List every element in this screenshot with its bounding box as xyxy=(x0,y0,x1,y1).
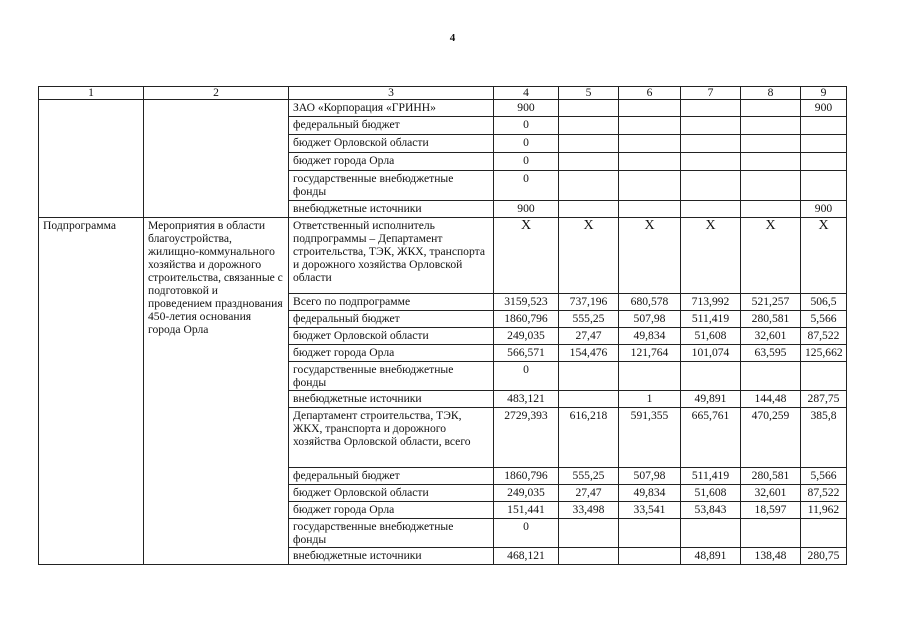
value-cell: 33,541 xyxy=(619,502,681,519)
value-cell: Х xyxy=(801,218,847,294)
value-cell: 151,441 xyxy=(494,502,559,519)
value-cell: 287,75 xyxy=(801,391,847,408)
value-cell: 0 xyxy=(494,362,559,391)
value-cell: 900 xyxy=(801,100,847,117)
value-cell xyxy=(559,201,619,218)
value-cell: 511,419 xyxy=(681,468,741,485)
table-row xyxy=(39,100,847,117)
value-cell: 470,259 xyxy=(741,408,801,468)
row-label: бюджет города Орла xyxy=(289,153,494,171)
value-cell: 280,75 xyxy=(801,548,847,565)
header-cell: 1 xyxy=(39,87,144,100)
row-label: бюджет Орловской области xyxy=(289,328,494,345)
value-cell: 249,035 xyxy=(494,485,559,502)
header-cell: 9 xyxy=(801,87,847,100)
value-cell: 154,476 xyxy=(559,345,619,362)
value-cell: 0 xyxy=(494,135,559,153)
value-cell xyxy=(801,135,847,153)
table-body xyxy=(39,87,847,565)
value-cell: 0 xyxy=(494,519,559,548)
row-label: внебюджетные источники xyxy=(289,201,494,218)
value-cell: 0 xyxy=(494,153,559,171)
value-cell: 32,601 xyxy=(741,328,801,345)
row-label: бюджет города Орла xyxy=(289,345,494,362)
subprogram-label: Подпрограмма xyxy=(39,218,144,565)
value-cell xyxy=(619,201,681,218)
value-cell: 591,355 xyxy=(619,408,681,468)
value-cell: 468,121 xyxy=(494,548,559,565)
value-cell xyxy=(681,171,741,201)
value-cell: 121,764 xyxy=(619,345,681,362)
value-cell: 900 xyxy=(801,201,847,218)
value-cell: 0 xyxy=(494,171,559,201)
value-cell: 1 xyxy=(619,391,681,408)
value-cell: 1860,796 xyxy=(494,468,559,485)
value-cell xyxy=(619,548,681,565)
value-cell xyxy=(801,519,847,548)
value-cell xyxy=(619,117,681,135)
value-cell: 101,074 xyxy=(681,345,741,362)
header-cell: 4 xyxy=(494,87,559,100)
row-label: бюджет Орловской области xyxy=(289,135,494,153)
row-label: государственные внебюджетные фонды xyxy=(289,519,494,548)
value-cell: 49,891 xyxy=(681,391,741,408)
value-cell xyxy=(741,135,801,153)
value-cell: Х xyxy=(619,218,681,294)
value-cell: 18,597 xyxy=(741,502,801,519)
header-cell: 5 xyxy=(559,87,619,100)
value-cell: 87,522 xyxy=(801,328,847,345)
header-cell: 7 xyxy=(681,87,741,100)
value-cell: 138,48 xyxy=(741,548,801,565)
value-cell: 0 xyxy=(494,117,559,135)
funding-table xyxy=(38,86,847,565)
value-cell: 33,498 xyxy=(559,502,619,519)
value-cell: 280,581 xyxy=(741,311,801,328)
value-cell: Х xyxy=(559,218,619,294)
table-row xyxy=(39,218,847,294)
value-cell xyxy=(681,100,741,117)
value-cell: 32,601 xyxy=(741,485,801,502)
value-cell: 483,121 xyxy=(494,391,559,408)
value-cell xyxy=(559,519,619,548)
value-cell xyxy=(741,519,801,548)
value-cell: 5,566 xyxy=(801,468,847,485)
value-cell xyxy=(619,362,681,391)
value-cell: 280,581 xyxy=(741,468,801,485)
value-cell xyxy=(559,100,619,117)
value-cell xyxy=(559,362,619,391)
header-row xyxy=(39,87,847,100)
value-cell xyxy=(559,391,619,408)
value-cell: Х xyxy=(494,218,559,294)
value-cell: 680,578 xyxy=(619,294,681,311)
value-cell xyxy=(741,117,801,135)
value-cell: 51,608 xyxy=(681,485,741,502)
row-label: федеральный бюджет xyxy=(289,311,494,328)
value-cell: 507,98 xyxy=(619,311,681,328)
value-cell xyxy=(619,171,681,201)
row-label: внебюджетные источники xyxy=(289,391,494,408)
value-cell xyxy=(619,135,681,153)
value-cell: 737,196 xyxy=(559,294,619,311)
value-cell xyxy=(681,135,741,153)
value-cell xyxy=(619,519,681,548)
value-cell xyxy=(801,117,847,135)
value-cell xyxy=(559,117,619,135)
value-cell: 27,47 xyxy=(559,328,619,345)
row-label: Департамент строительства, ТЭК, ЖКХ, транспорта и дорожного хозяйства Орловской области, всего xyxy=(289,408,494,468)
value-cell: 713,992 xyxy=(681,294,741,311)
value-cell: 144,48 xyxy=(741,391,801,408)
value-cell: 507,98 xyxy=(619,468,681,485)
value-cell xyxy=(681,153,741,171)
value-cell: 555,25 xyxy=(559,468,619,485)
value-cell xyxy=(681,201,741,218)
value-cell: 616,218 xyxy=(559,408,619,468)
value-cell: 49,834 xyxy=(619,328,681,345)
value-cell xyxy=(801,153,847,171)
value-cell: 27,47 xyxy=(559,485,619,502)
page-number: 4 xyxy=(449,32,456,44)
value-cell xyxy=(741,171,801,201)
row-label: государственные внебюджетные фонды xyxy=(289,171,494,201)
value-cell xyxy=(801,362,847,391)
value-cell xyxy=(681,117,741,135)
value-cell: Х xyxy=(741,218,801,294)
value-cell: 506,5 xyxy=(801,294,847,311)
value-cell: 5,566 xyxy=(801,311,847,328)
value-cell: 51,608 xyxy=(681,328,741,345)
value-cell: 11,962 xyxy=(801,502,847,519)
value-cell xyxy=(741,362,801,391)
value-cell xyxy=(801,171,847,201)
value-cell: 48,891 xyxy=(681,548,741,565)
value-cell xyxy=(559,135,619,153)
value-cell: 1860,796 xyxy=(494,311,559,328)
row-label: внебюджетные источники xyxy=(289,548,494,565)
value-cell: 125,662 xyxy=(801,345,847,362)
row-label: государственные внебюджетные фонды xyxy=(289,362,494,391)
row-label: федеральный бюджет xyxy=(289,117,494,135)
row-label: федеральный бюджет xyxy=(289,468,494,485)
value-cell: 87,522 xyxy=(801,485,847,502)
value-cell: 3159,523 xyxy=(494,294,559,311)
value-cell xyxy=(559,171,619,201)
value-cell xyxy=(681,519,741,548)
header-cell: 6 xyxy=(619,87,681,100)
empty-cell-col2 xyxy=(144,100,289,218)
value-cell: 521,257 xyxy=(741,294,801,311)
header-cell: 8 xyxy=(741,87,801,100)
subprogram-description: Мероприятия в области благоустройства, жилищно-коммунального хозяйства и дорожного строительства, связанные с подготовкой и проведением празднования 450-летия основания города Орла xyxy=(144,218,289,565)
row-label: ЗАО «Корпорация «ГРИНН» xyxy=(289,100,494,117)
value-cell xyxy=(741,100,801,117)
value-cell: 900 xyxy=(494,100,559,117)
value-cell xyxy=(619,100,681,117)
value-cell: 2729,393 xyxy=(494,408,559,468)
value-cell: 249,035 xyxy=(494,328,559,345)
value-cell: 900 xyxy=(494,201,559,218)
value-cell xyxy=(559,548,619,565)
row-label: бюджет Орловской области xyxy=(289,485,494,502)
value-cell xyxy=(741,153,801,171)
value-cell xyxy=(559,153,619,171)
value-cell: 555,25 xyxy=(559,311,619,328)
value-cell: 665,761 xyxy=(681,408,741,468)
header-cell: 2 xyxy=(144,87,289,100)
row-label: Всего по подпрограмме xyxy=(289,294,494,311)
value-cell: 511,419 xyxy=(681,311,741,328)
row-label: Ответственный исполнитель подпрограммы – Департамент строительства, ТЭК, ЖКХ, транспорта и дорожного хозяйства Орловской области xyxy=(289,218,494,294)
value-cell xyxy=(619,153,681,171)
value-cell: 53,843 xyxy=(681,502,741,519)
value-cell: 566,571 xyxy=(494,345,559,362)
value-cell: 49,834 xyxy=(619,485,681,502)
value-cell xyxy=(741,201,801,218)
empty-cell-col1 xyxy=(39,100,144,218)
value-cell: 385,8 xyxy=(801,408,847,468)
header-cell: 3 xyxy=(289,87,494,100)
value-cell: Х xyxy=(681,218,741,294)
row-label: бюджет города Орла xyxy=(289,502,494,519)
value-cell: 63,595 xyxy=(741,345,801,362)
value-cell xyxy=(681,362,741,391)
